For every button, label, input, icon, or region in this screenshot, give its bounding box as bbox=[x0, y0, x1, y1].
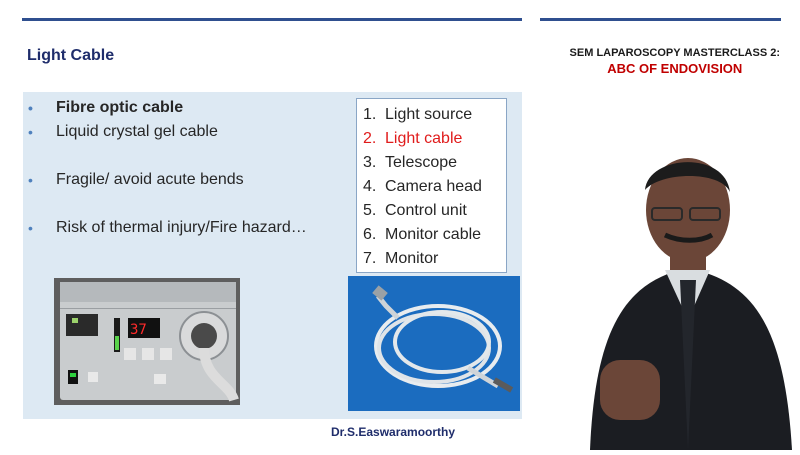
component-item: 7. Monitor bbox=[363, 250, 439, 267]
course-title-line2: ABC OF ENDOVISION bbox=[607, 61, 743, 76]
bullet-text: Fragile/ avoid acute bends bbox=[56, 171, 244, 188]
component-list bbox=[357, 99, 506, 271]
bullet-text: Liquid crystal gel cable bbox=[56, 123, 218, 140]
component-item: 1. Light source bbox=[363, 106, 473, 123]
component-item: 6. Monitor cable bbox=[363, 226, 482, 243]
bullet-icon: • bbox=[28, 100, 33, 116]
bullet-text: Risk of thermal injury/Fire hazard… bbox=[56, 219, 307, 236]
bullet-text: Fibre optic cable bbox=[56, 99, 184, 116]
presenter-signature: Dr.S.Easwaramoorthy bbox=[331, 425, 456, 439]
bullet-icon: • bbox=[28, 172, 33, 188]
bullet-item bbox=[28, 120, 348, 144]
course-title-line1: SEM LAPAROSCOPY MASTERCLASS 2: bbox=[569, 47, 780, 59]
bullet-item bbox=[28, 96, 348, 120]
component-item: 5. Control unit bbox=[363, 202, 467, 219]
light-source-photo bbox=[54, 278, 240, 405]
light-cable-photo bbox=[348, 276, 520, 411]
course-title bbox=[570, 47, 780, 76]
coiled-cable-illustration bbox=[348, 276, 520, 411]
slide-title: Light Cable bbox=[27, 47, 115, 64]
top-divider-left bbox=[22, 18, 522, 21]
bullet-list bbox=[28, 96, 348, 240]
presenter-illustration bbox=[530, 120, 800, 450]
component-list-box bbox=[356, 98, 507, 273]
bullet-item bbox=[28, 216, 348, 240]
top-divider-right bbox=[540, 18, 781, 21]
light-source-illustration bbox=[54, 278, 240, 405]
bullet-icon: • bbox=[28, 124, 33, 140]
bullet-item bbox=[28, 168, 348, 192]
bullet-icon: • bbox=[28, 220, 33, 236]
component-item: 4. Camera head bbox=[363, 178, 482, 195]
component-item: 3. Telescope bbox=[363, 154, 458, 171]
light-source-display: 37 bbox=[130, 322, 147, 338]
presenter-video bbox=[530, 120, 800, 450]
component-item-active: 2. Light cable bbox=[363, 130, 463, 147]
